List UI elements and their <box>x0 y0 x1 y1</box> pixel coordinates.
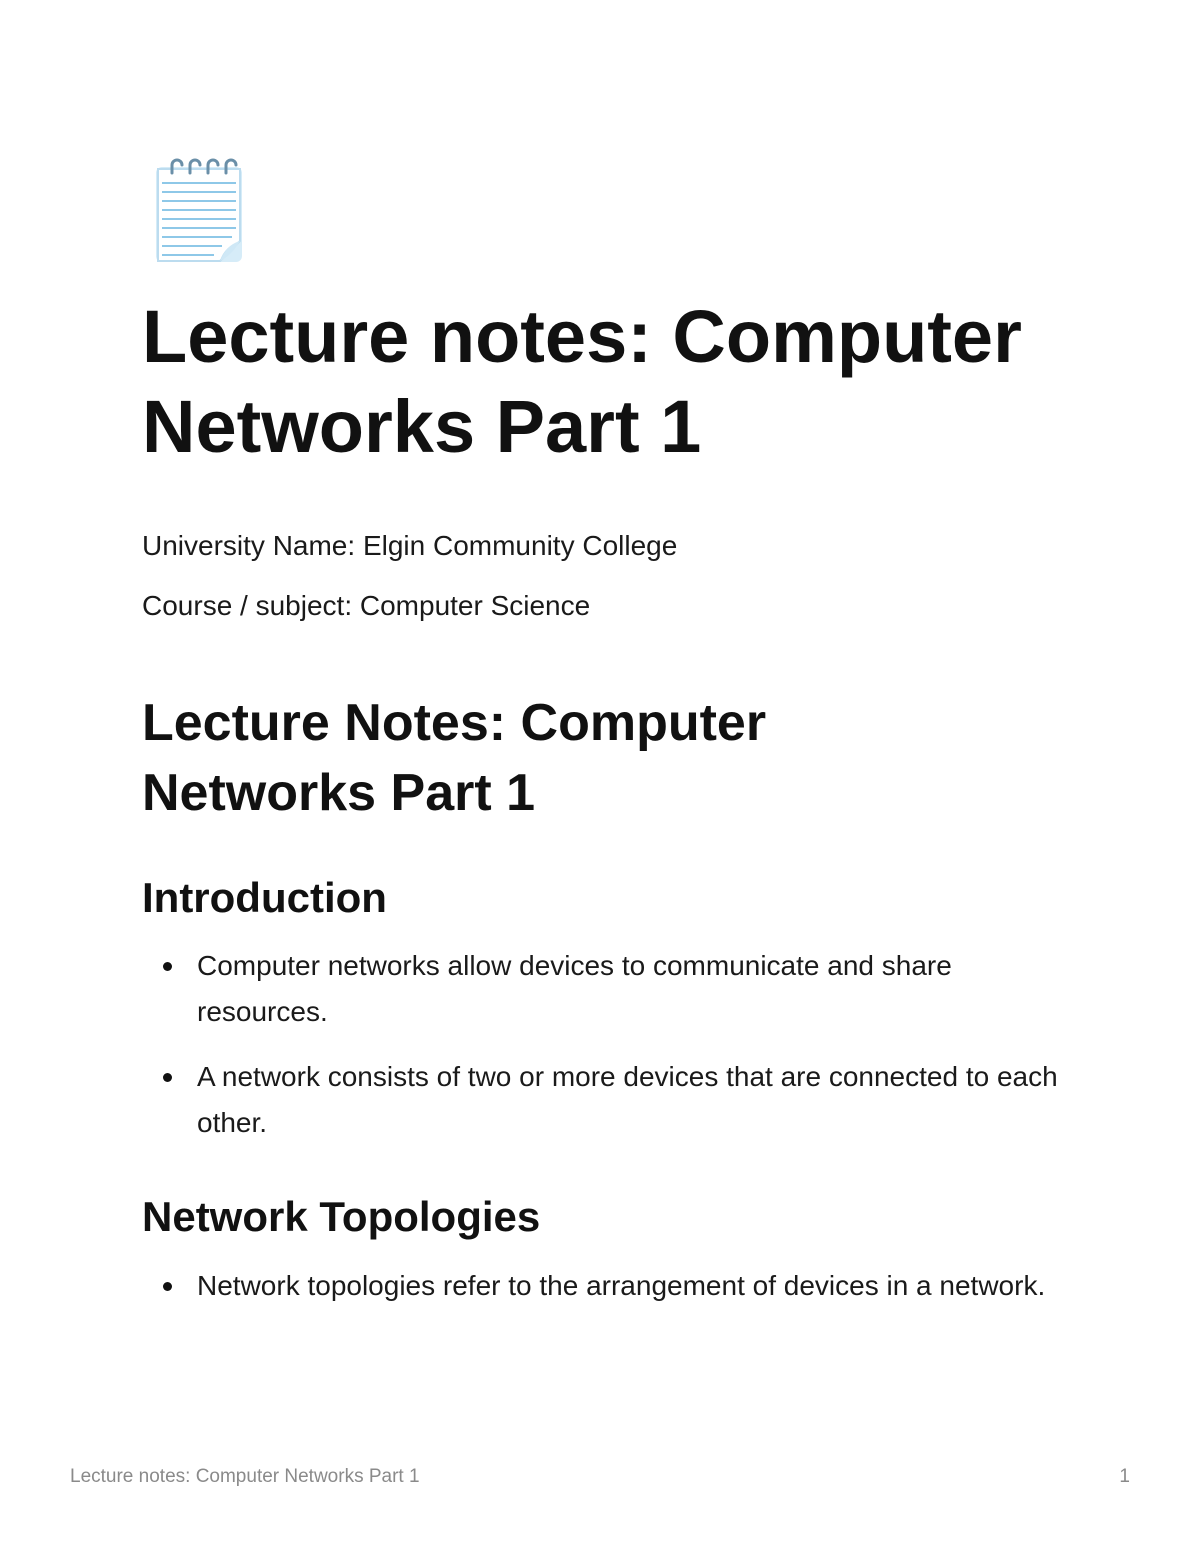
list-item <box>142 943 1062 1035</box>
heading-network-topologies: Network Topologies <box>142 1193 541 1240</box>
bullet-icon <box>163 1073 172 1082</box>
section-title: Lecture Notes: Computer Networks Part 1 <box>142 694 767 822</box>
footer-page-number: 1 <box>1119 1466 1130 1487</box>
list-item-text: Computer networks allow devices to communicate and share resources. <box>197 950 952 1027</box>
course-subject: Course / subject: Computer Science <box>142 590 591 621</box>
network-topologies-list <box>142 1263 1062 1328</box>
university-name: University Name: Elgin Community College <box>142 530 678 561</box>
introduction-list <box>142 943 1062 1165</box>
spiral-notepad-icon <box>154 157 246 265</box>
bullet-icon <box>163 1282 172 1291</box>
heading-introduction: Introduction <box>142 874 387 921</box>
footer-document-title: Lecture notes: Computer Networks Part 1 <box>70 1466 420 1487</box>
list-item <box>142 1054 1062 1146</box>
list-item <box>142 1263 1062 1309</box>
list-item-text: A network consists of two or more devices that are connected to each other. <box>197 1061 1058 1138</box>
list-item-text: Network topologies refer to the arrangement of devices in a network. <box>197 1270 1046 1301</box>
document-title: Lecture notes: Computer Networks Part 1 <box>142 295 1022 468</box>
bullet-icon <box>163 962 172 971</box>
